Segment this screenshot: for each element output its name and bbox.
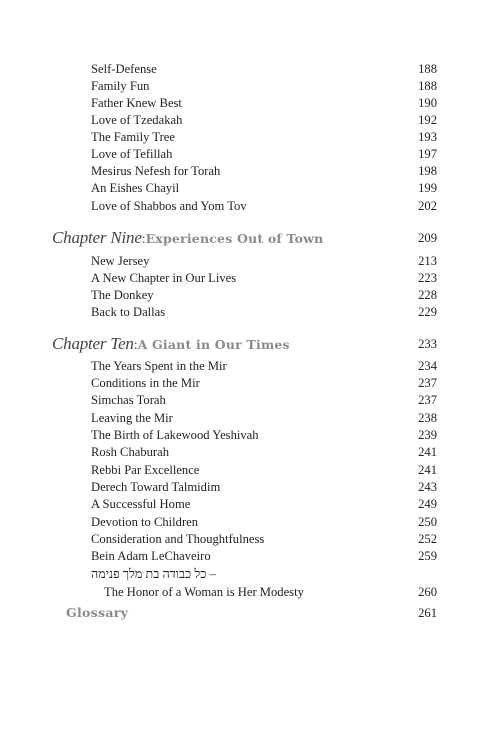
toc-entry <box>91 496 437 513</box>
toc-entry-title: Rebbi Par Excellence <box>91 463 200 477</box>
toc-entry-page: 259 <box>418 549 437 563</box>
toc-entry-page: 202 <box>418 199 437 213</box>
toc-entry-title: Devotion to Children <box>91 515 199 529</box>
toc-entry <box>91 198 437 215</box>
glossary-title: Glossary <box>66 605 129 620</box>
toc-entry <box>91 375 437 392</box>
toc-entry-page: 188 <box>418 79 437 93</box>
toc-entry-page: 238 <box>418 411 437 425</box>
toc-entry-title: Family Fun <box>91 79 150 93</box>
toc-entry-page: 229 <box>418 305 437 319</box>
toc-entry-title: Rosh Chaburah <box>91 445 170 459</box>
toc-entry-page: 199 <box>418 181 437 195</box>
toc-entry-title: Leaving the Mir <box>91 411 173 425</box>
toc-entry-page: 192 <box>418 113 437 127</box>
toc-entry <box>91 270 437 287</box>
toc-entry <box>91 112 437 129</box>
toc-entry-title: The Donkey <box>91 288 154 302</box>
toc-entry-title: Love of Shabbos and Yom Tov <box>91 199 247 213</box>
toc-entry-page: 193 <box>418 130 437 144</box>
chapter-separator: : <box>141 232 146 247</box>
toc-entry-page: 241 <box>418 445 437 459</box>
chapter-heading-nine <box>52 227 437 249</box>
toc-entry-hebrew-text: כל כבודה בת מלך פנימה – <box>91 567 216 581</box>
toc-entry <box>91 95 437 112</box>
toc-entry-title: The Honor of a Woman is Her Modesty <box>104 585 304 599</box>
chapter-separator: : <box>133 338 138 353</box>
toc-entry-title: Back to Dallas <box>91 305 166 319</box>
toc-entry-title: A New Chapter in Our Lives <box>91 271 237 285</box>
toc-entry-title: A Successful Home <box>91 497 191 511</box>
toc-entry <box>91 479 437 496</box>
toc-entry-title: Self-Defense <box>91 62 157 76</box>
toc-entry-title: Father Knew Best <box>91 96 182 110</box>
toc-entry-page: 188 <box>418 62 437 76</box>
toc-entry <box>91 129 437 146</box>
chapter-title: A Giant in Our Times <box>137 337 290 352</box>
toc-entry-page: 237 <box>418 393 437 407</box>
glossary-heading <box>66 604 437 622</box>
toc-entry-page: 241 <box>418 463 437 477</box>
toc-entry <box>91 392 437 409</box>
toc-entry-title: Simchas Torah <box>91 393 166 407</box>
toc-entry <box>91 358 437 375</box>
toc-entry <box>91 78 437 95</box>
toc-entry-page: 250 <box>418 515 437 529</box>
toc-entry-page: 234 <box>418 359 437 373</box>
toc-entry-page: 260 <box>418 585 437 599</box>
toc-entry-hebrew-line <box>91 566 437 583</box>
chapter-title: Experiences Out of Town <box>145 231 324 246</box>
toc-entry-page: 243 <box>418 480 437 494</box>
toc-entry-title: The Birth of Lakewood Yeshivah <box>91 428 259 442</box>
toc-entry-title: The Years Spent in the Mir <box>91 359 227 373</box>
glossary-page: 261 <box>418 606 437 620</box>
chapter-page: 209 <box>418 231 437 245</box>
toc-entry <box>91 163 437 180</box>
toc-entry <box>91 253 437 270</box>
toc-entry <box>91 444 437 461</box>
toc-entry <box>91 304 437 321</box>
toc-entry <box>104 584 437 601</box>
toc-entry-page: 197 <box>418 147 437 161</box>
toc-entry-title: Derech Toward Talmidim <box>91 480 221 494</box>
toc-entry-page: 223 <box>418 271 437 285</box>
chapter-page: 233 <box>418 337 437 351</box>
toc-entry <box>91 410 437 427</box>
toc-entry-title: Mesirus Nefesh for Torah <box>91 164 221 178</box>
toc-entry <box>91 514 437 531</box>
toc-entry <box>91 180 437 197</box>
toc-entry-title: Consideration and Thoughtfulness <box>91 532 265 546</box>
toc-entry-title: An Eishes Chayil <box>91 181 180 195</box>
toc-entry-title: The Family Tree <box>91 130 175 144</box>
toc-entry-page: 198 <box>418 164 437 178</box>
toc-entry-title: Love of Tefillah <box>91 147 173 161</box>
chapter-label: Chapter Ten <box>52 334 134 353</box>
toc-entry-title: New Jersey <box>91 254 150 268</box>
toc-entry-page: 228 <box>418 288 437 302</box>
toc-entry-title: Conditions in the Mir <box>91 376 200 390</box>
toc-entry-page: 237 <box>418 376 437 390</box>
toc-entry <box>91 427 437 444</box>
toc-entry <box>91 531 437 548</box>
toc-entry <box>91 548 437 565</box>
toc-entry-page: 190 <box>418 96 437 110</box>
toc-entry-page: 239 <box>418 428 437 442</box>
toc-entry <box>91 287 437 304</box>
toc-entry <box>91 146 437 163</box>
chapter-heading-ten <box>52 333 437 355</box>
toc-entry-title: Bein Adam LeChaveiro <box>91 549 211 563</box>
toc-entry-title: Love of Tzedakah <box>91 113 183 127</box>
toc-entry-page: 249 <box>418 497 437 511</box>
toc-entry <box>91 61 437 78</box>
toc-entry <box>91 462 437 479</box>
toc-entry-page: 252 <box>418 532 437 546</box>
chapter-label: Chapter Nine <box>52 228 142 247</box>
toc-entry-page: 213 <box>418 254 437 268</box>
